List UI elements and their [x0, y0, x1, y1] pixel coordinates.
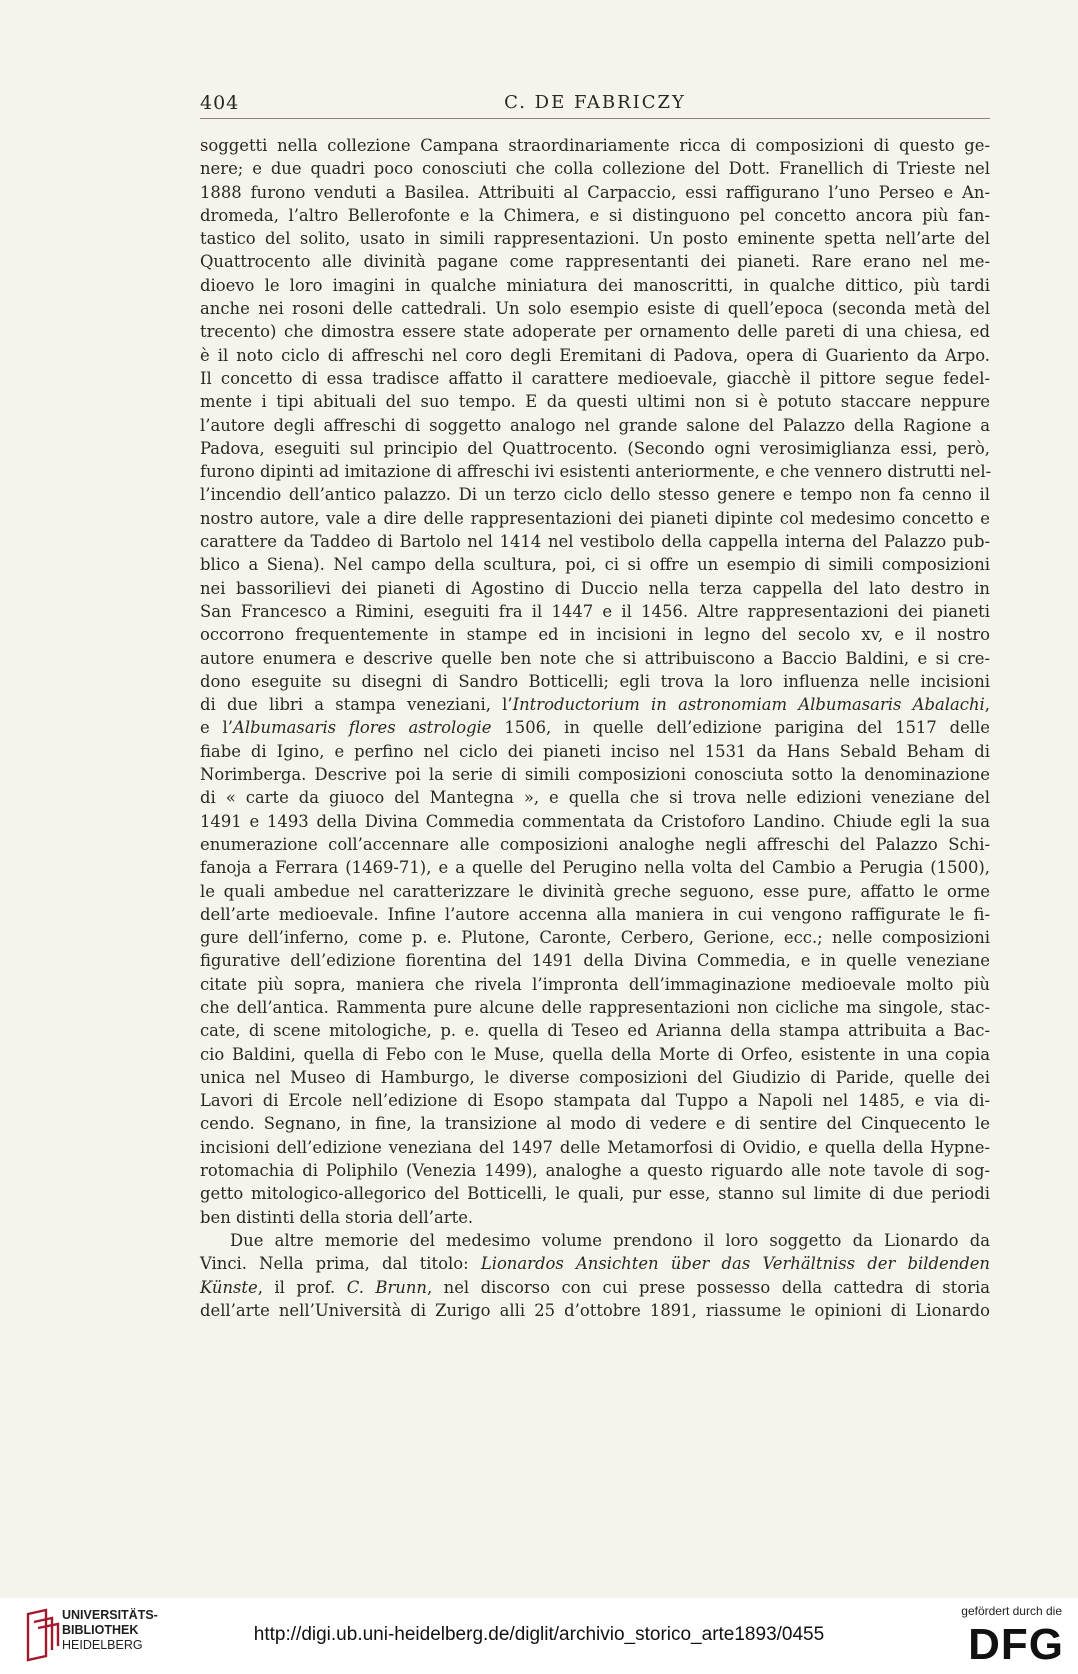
text-line: unica nel Museo di Hamburgo, le diverse composizioni del Giudizio di Paride, quelle dei: [200, 1067, 990, 1087]
text-line: l’autore degli affreschi di soggetto analogo nel grande salone del Palazzo della Ragione a: [200, 415, 990, 435]
text-line: gure dell’inferno, come p. e. Plutone, Caronte, Cerbero, Gerione, ecc.; nelle composizioni: [200, 928, 990, 948]
text-line: figurative dell’edizione fiorentina del 1491 della Divina Commedia, e in quelle veneziane: [200, 951, 990, 971]
text-line: 1491 e 1493 della Divina Commedia commentata da Cristoforo Landino. Chiude egli la sua: [200, 811, 990, 831]
text-line: di « carte da giuoco del Mantegna », e quella che si trova nelle edizioni veneziane del: [200, 788, 990, 808]
paragraph-end-line: ben distinti della storia dell’arte.: [200, 1207, 474, 1227]
text-line: l’incendio dell’antico palazzo. Di un terzo ciclo dello stesso genere e tempo non fa cenno il: [200, 485, 990, 505]
text-line: Quattrocento alle divinità pagane come rappresentanti dei pianeti. Rare erano nel me-: [200, 252, 990, 272]
text-line: occorrono frequentemente in stampe ed in incisioni in legno del secolo xv, e il nostro: [200, 625, 990, 645]
text-line: nere; e due quadri poco conosciuti che colla collezione del Dott. Franellich di Trieste nel: [200, 159, 990, 179]
text-line: cio Baldini, quella di Febo con le Muse, quella della Morte di Orfeo, esistente in una copia: [200, 1044, 990, 1064]
text-line: enumerazione coll’accennare alle composizioni analoghe negli affreschi del Palazzo Schi-: [200, 834, 990, 854]
text-line: dell’arte medioevale. Infine l’autore accenna alla maniera in cui vengono raffigurate le fi-: [200, 904, 990, 924]
text-line: Padova, eseguiti sul principio del Quattrocento. (Secondo ogni verosimiglianza essi, però,: [200, 438, 990, 458]
italic-title: C. Brunn: [346, 1277, 427, 1297]
text-line: dell’arte nell’Università di Zurigo alli 25 d’ottobre 1891, riassume le opinioni di Lionardo: [200, 1300, 990, 1320]
library-name-line: BIBLIOTHEK: [62, 1623, 139, 1637]
dfg-caption: gefördert durch die: [961, 1604, 1062, 1618]
text-line: nostro autore, vale a dire delle rappresentazioni dei pianeti dipinte col medesimo concetto e: [200, 508, 990, 528]
text-line-with-italic: Vinci. Nella prima, dal titolo: Lionardos Ansichten über das Verhältniss der bildenden: [200, 1254, 990, 1274]
text-line: le quali ambedue nel caratterizzare le divinità greche seguono, esse pure, affatto le orme: [200, 881, 990, 901]
text-line: furono dipinti ad imitazione di affreschi ivi esistenti anteriormente, e che vennero distrutti nel-: [200, 462, 992, 482]
library-name-line: HEIDELBERG: [62, 1638, 143, 1652]
text-line: dromeda, l’altro Bellerofonte e la Chimera, e si distinguono pel concetto ancora più fan-: [200, 205, 990, 225]
text-line: getto mitologico-allegorico del Botticelli, le quali, pur esse, stanno sul limite di due periodi: [200, 1184, 990, 1204]
text-line: citate più sopra, maniera che rivela l’impronta dell’immaginazione medioevale molto più: [200, 974, 990, 994]
text-line: soggetti nella collezione Campana straordinariamente ricca di composizioni di questo ge-: [200, 136, 990, 155]
page-number: 404: [200, 92, 240, 114]
text-line: cendo. Segnano, in fine, la transizione al modo di vedere e di sentire del Cinquecento le: [200, 1114, 990, 1134]
paragraph-start-line: Due altre memorie del medesimo volume prendono il loro soggetto da Lionardo da: [230, 1230, 990, 1250]
running-head: C. DE FABRICZY: [504, 92, 686, 113]
text-line: rotomachia di Poliphilo (Venezia 1499), analoghe a questo riguardo alle note tavole di sog-: [200, 1161, 990, 1181]
text-line: Lavori di Ercole nell’edizione di Esopo stampata dal Tuppo a Napoli nel 1485, e via di-: [200, 1091, 990, 1111]
text-line: che dell’antica. Rammenta pure alcune delle rappresentazioni non cicliche ma singole, stac-: [200, 997, 990, 1017]
text-line: dono eseguite su disegni di Sandro Botticelli; egli trova la loro influenza nelle incisioni: [200, 671, 990, 691]
text-line-with-italic: di due libri a stampa veneziani, l’Introductorium in astronomiam Albumasaris Abalachi,: [200, 695, 990, 715]
text-line: fiabe di Igino, e perfino nel ciclo dei pianeti inciso nel 1531 da Hans Sebald Beham di: [200, 741, 990, 761]
text-line: carattere da Taddeo di Bartolo nel 1414 nel vestibolo della cappella interna del Palazzo pub-: [200, 532, 990, 552]
text-line-with-italic: e l’Albumasaris flores astrologie 1506, in quelle dell’edizione parigina del 1517 delle: [200, 718, 990, 738]
italic-title: Albumasaris flores astrologie: [232, 718, 492, 738]
text-line: cate, di scene mitologiche, p. e. quella di Teseo ed Arianna della stampa attribuita a Bac-: [200, 1021, 990, 1041]
digitization-footer: [0, 1598, 1078, 1674]
text-line: nei bassorilievi dei pianeti di Agostino di Duccio nella terza cappella del lato destro in: [200, 578, 990, 598]
italic-title: Künste: [200, 1277, 258, 1297]
text-line: trecento) che dimostra essere state adoperate per ornamento delle pareti di una chiesa, ed: [200, 322, 990, 342]
text-line: Norimberga. Descrive poi la serie di simili composizioni conosciuta sotto la denominazione: [200, 765, 990, 785]
text-line: Il concetto di essa tradisce affatto il carattere medioevale, giacchè il pittore segue fedel-: [200, 368, 990, 388]
page-header: [200, 88, 990, 119]
permalink-url[interactable]: http://digi.ub.uni-heidelberg.de/diglit/archivio_storico_arte1893/0455: [253, 1624, 825, 1645]
italic-title: Lionardos Ansichten über das Verhältniss der bildenden: [480, 1254, 990, 1274]
text-line: autore enumera e descrive quelle ben note che si attribuiscono a Baccio Baldini, e si cre-: [200, 648, 990, 668]
text-line: 1888 furono venduti a Basilea. Attribuiti al Carpaccio, essi raffigurano l’uno Perseo e An-: [200, 182, 990, 202]
text-line: tastico del solito, usato in simili rappresentazioni. Un posto eminente spetta nell’arte del: [200, 229, 990, 249]
text-line-with-italic: Künste, il prof. C. Brunn, nel discorso con cui prese possesso della cattedra di storia: [200, 1277, 990, 1297]
library-name-line: UNIVERSITÄTS-: [62, 1608, 158, 1622]
text-line: dioevo le loro imagini in qualche miniatura dei manoscritti, in qualche dittico, più tardi: [200, 275, 990, 295]
text-line: fanoja a Ferrara (1469-71), e a quelle del Perugino nella volta del Cambio a Perugia (1500),: [200, 858, 990, 878]
text-line: mente i tipi abituali del suo tempo. E da questi ultimi non si è potuto staccare neppure: [200, 392, 990, 412]
body-text: [200, 134, 990, 1322]
text-line: anche nei rosoni delle cattedrali. Un solo esempio esiste di quell’epoca (seconda metà del: [200, 299, 990, 319]
text-line: incisioni dell’edizione veneziana del 1497 delle Metamorfosi di Ovidio, e quella della Hypne-: [200, 1137, 990, 1157]
text-line: è il noto ciclo di affreschi nel coro degli Eremitani di Padova, opera di Guariento da Arpo.: [200, 345, 990, 365]
text-line: blico a Siena). Nel campo della scultura, poi, ci si offre un esempio di simili composizioni: [200, 555, 990, 575]
italic-title: Introductorium in astronomiam Albumasaris Abalachi: [512, 695, 985, 715]
text-line: San Francesco a Rimini, eseguiti fra il 1447 e il 1456. Altre rappresentazioni dei pianeti: [200, 601, 990, 621]
dfg-logo: DFG: [968, 1620, 1064, 1669]
